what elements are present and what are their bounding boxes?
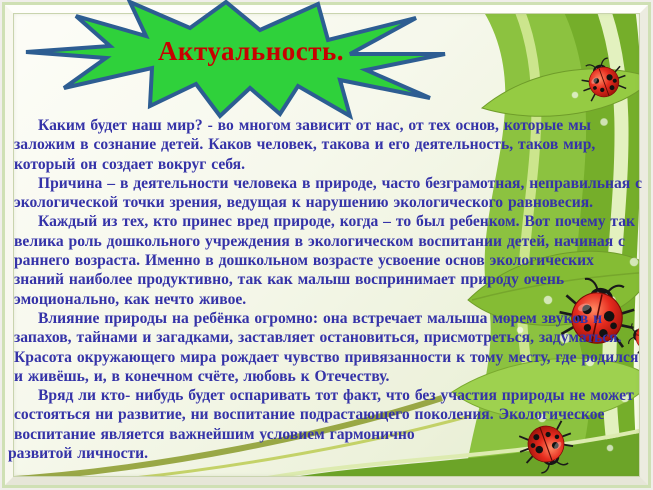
paragraph: Причина – в деятельности человека в природе, часто безграмотная, неправильная с экологической точки зрения, ведущая к нарушению экологического равновесия.	[14, 174, 643, 212]
paragraph-last-line: развитой личности.	[8, 445, 149, 463]
slide-title: Актуальность.	[157, 36, 345, 66]
paragraph: Каждый из тех, кто принес вред природе, когда – то был ребенком. Вот почему так велика роль дошкольного учреждения в экологическом воспитании детей, начиная с раннего возраста. Именно в дошкольном возрасте усвоение основ экологических знаний наиболее продуктивно, так как малыш воспринимает природу очень эмоционально, как нечто живое.	[14, 213, 636, 308]
body-text	[8, 116, 647, 463]
paragraph: Каким будет наш мир? - во многом зависит от нас, от тех основ, которые мы заложим в сознание детей. Каков человек, такова и его деятельность, таков мир, который он создает вокруг себя.	[14, 117, 596, 173]
paragraph: Влияние природы на ребёнка огромно: она встречает малыша морем звуков и запахов, тайнами и загадками, заставляет остановиться, присмотреться, задуматься. Красота окружающего мира рождает чувство привязанности к тому месту, где родился и живёшь, и, в конечном счёте, любовь к Отечеству.	[14, 309, 639, 385]
paragraph: Вряд ли кто- нибудь будет оспаривать тот факт, что без участия природы не может состояться ни развитие, ни воспитание подрастающего поколения. Экологическое воспитание является важнейшим условием гармонично	[14, 387, 634, 443]
